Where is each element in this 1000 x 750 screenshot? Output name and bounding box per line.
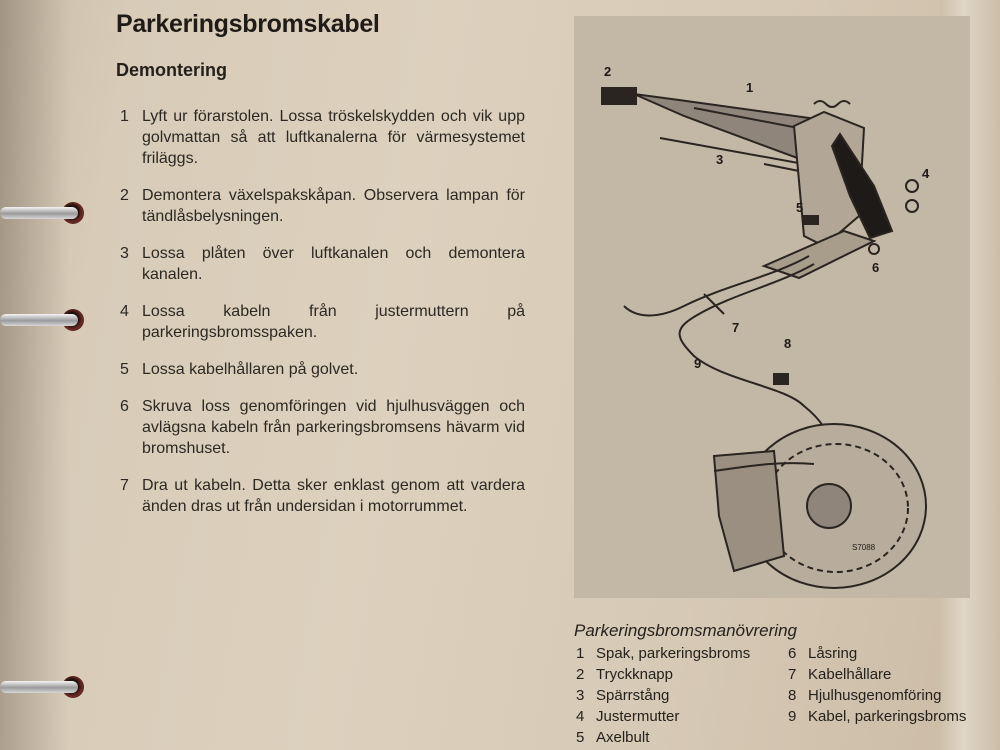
- brake-diagram: [574, 16, 970, 598]
- legend-item: [788, 643, 966, 664]
- step-item: [120, 301, 525, 343]
- diagram-label-5: 5: [796, 200, 804, 215]
- legend-label: Hjulhusgenomföring: [808, 687, 942, 704]
- legend-number: 2: [576, 666, 585, 683]
- diagram-label-2: 2: [604, 64, 612, 79]
- section-heading: Demontering: [116, 60, 228, 80]
- brake-diagram-drawing: [574, 16, 970, 598]
- step-item: [120, 243, 525, 285]
- legend-item: [576, 664, 750, 685]
- step-text: Lossa kabelhållaren på golvet.: [142, 361, 359, 378]
- instruction-steps: [120, 106, 525, 533]
- step-number: 6: [120, 398, 129, 415]
- legend-item: [576, 685, 750, 706]
- figure-legend-right: [788, 643, 966, 727]
- ring-metal: [0, 681, 78, 693]
- legend-label: Tryckknapp: [596, 666, 673, 683]
- legend-label: Axelbult: [596, 729, 650, 746]
- legend-label: Låsring: [808, 645, 858, 662]
- step-item: [120, 359, 525, 380]
- legend-number: 6: [788, 645, 797, 662]
- legend-number: 7: [788, 666, 797, 683]
- step-item: [120, 106, 525, 169]
- legend-label: Kabelhållare: [808, 666, 892, 683]
- figure-legend-left: [576, 643, 750, 748]
- ring-metal: [0, 207, 78, 219]
- legend-number: 5: [576, 729, 585, 746]
- legend-number: 3: [576, 687, 585, 704]
- diagram-code: S7088: [852, 543, 876, 552]
- binder-ring: [0, 305, 90, 335]
- diagram-label-8: 8: [784, 336, 792, 351]
- legend-item: [576, 706, 750, 727]
- step-text: Lossa kabeln från justermuttern på parkeringsbromsspaken.: [142, 303, 525, 341]
- push-button-part: [602, 88, 636, 104]
- step-item: [120, 475, 525, 517]
- step-number: 5: [120, 361, 129, 378]
- step-text: Demontera växelspakskåpan. Observera lampan för tändlåsbelysningen.: [142, 187, 525, 225]
- legend-number: 4: [576, 708, 585, 725]
- step-text: Lossa plåten över luftkanalen och demontera kanalen.: [142, 245, 525, 283]
- diagram-label-7: 7: [732, 320, 740, 335]
- page-gutter-shadow: [0, 0, 70, 750]
- legend-label: Kabel, parkeringsbroms: [808, 708, 967, 725]
- binder-ring: [0, 198, 90, 228]
- step-number: 1: [120, 108, 129, 125]
- figure-caption-title: Parkeringsbromsmanövrering: [574, 621, 797, 640]
- step-text: Skruva loss genomföringen vid hjulhusväggen och avlägsna kabeln från parkeringsbromsens hävarm vid bromshuset.: [142, 398, 525, 457]
- legend-item: [788, 664, 966, 685]
- legend-label: Spak, parkeringsbroms: [596, 645, 751, 662]
- step-text: Dra ut kabeln. Detta sker enklast genom att vardera änden dras ut från undersidan i motorrummet.: [142, 477, 525, 515]
- step-number: 3: [120, 245, 129, 262]
- legend-item: [576, 727, 750, 748]
- step-number: 4: [120, 303, 129, 320]
- step-number: 2: [120, 187, 129, 204]
- legend-label: Justermutter: [596, 708, 680, 725]
- diagram-label-9: 9: [694, 356, 702, 371]
- legend-number: 8: [788, 687, 797, 704]
- legend-number: 1: [576, 645, 585, 662]
- legend-item: [788, 685, 966, 706]
- diagram-label-3: 3: [716, 152, 724, 167]
- diagram-label-4: 4: [922, 166, 930, 181]
- step-text: Lyft ur förarstolen. Lossa tröskelskydden och vik upp golvmattan så att luftkanalerna för värmesystemet friläggs.: [142, 108, 525, 167]
- step-item: [120, 396, 525, 459]
- diagram-label-1: 1: [746, 80, 754, 95]
- diagram-label-6: 6: [872, 260, 880, 275]
- page-title: Parkeringsbromskabel: [116, 10, 380, 38]
- legend-number: 9: [788, 708, 797, 725]
- legend-item: [788, 706, 966, 727]
- legend-item: [576, 643, 750, 664]
- ring-metal: [0, 314, 78, 326]
- step-number: 7: [120, 477, 129, 494]
- legend-label: Spärrstång: [596, 687, 670, 704]
- binder-ring: [0, 672, 90, 702]
- step-item: [120, 185, 525, 227]
